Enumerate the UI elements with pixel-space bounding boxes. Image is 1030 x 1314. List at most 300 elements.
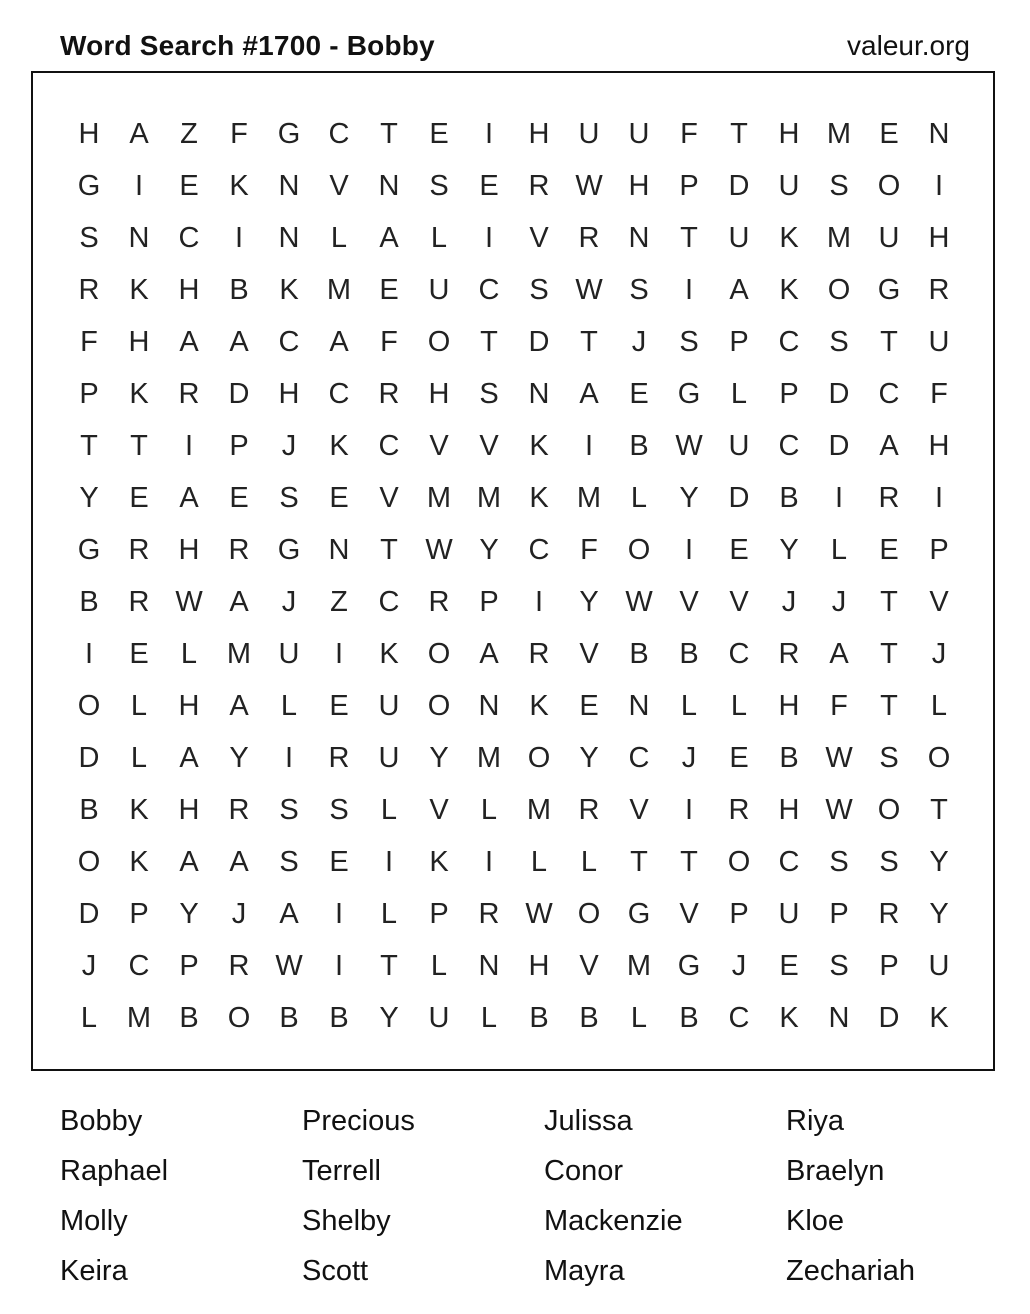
- grid-cell[interactable]: E: [729, 741, 749, 774]
- grid-cell[interactable]: O: [877, 793, 901, 826]
- grid-cell[interactable]: S: [479, 377, 499, 410]
- grid-cell[interactable]: P: [829, 897, 849, 930]
- grid-cell[interactable]: H: [778, 689, 800, 722]
- grid-cell[interactable]: U: [728, 221, 750, 254]
- grid-cell[interactable]: A: [229, 325, 249, 358]
- grid-cell[interactable]: A: [479, 637, 499, 670]
- grid-cell[interactable]: N: [628, 689, 650, 722]
- grid-cell[interactable]: T: [130, 429, 148, 462]
- grid-cell[interactable]: M: [826, 221, 852, 254]
- grid-cell[interactable]: W: [425, 533, 453, 566]
- grid-cell[interactable]: I: [684, 273, 694, 306]
- grid-cell[interactable]: K: [229, 169, 249, 202]
- grid-cell[interactable]: B: [529, 1001, 549, 1034]
- grid-cell[interactable]: D: [828, 429, 850, 462]
- grid-cell[interactable]: E: [329, 689, 349, 722]
- grid-cell[interactable]: R: [378, 377, 400, 410]
- grid-cell[interactable]: T: [80, 429, 98, 462]
- grid-cell[interactable]: T: [880, 637, 898, 670]
- grid-cell[interactable]: J: [831, 585, 847, 618]
- grid-cell[interactable]: Y: [929, 897, 949, 930]
- grid-cell[interactable]: S: [279, 845, 299, 878]
- grid-cell[interactable]: V: [329, 169, 349, 202]
- grid-cell[interactable]: U: [428, 1001, 450, 1034]
- grid-cell[interactable]: E: [479, 169, 499, 202]
- grid-cell[interactable]: R: [128, 585, 150, 618]
- grid-cell[interactable]: N: [828, 1001, 850, 1034]
- grid-cell[interactable]: T: [880, 585, 898, 618]
- grid-cell[interactable]: O: [577, 897, 601, 930]
- grid-cell[interactable]: O: [877, 169, 901, 202]
- grid-cell[interactable]: L: [380, 793, 398, 826]
- grid-cell[interactable]: G: [627, 897, 651, 930]
- grid-cell[interactable]: B: [179, 1001, 199, 1034]
- grid-cell[interactable]: U: [278, 637, 300, 670]
- grid-cell[interactable]: B: [279, 1001, 299, 1034]
- grid-cell[interactable]: I: [684, 793, 694, 826]
- grid-cell[interactable]: I: [184, 429, 194, 462]
- grid-cell[interactable]: R: [428, 585, 450, 618]
- grid-cell[interactable]: J: [281, 585, 297, 618]
- grid-cell[interactable]: U: [778, 897, 800, 930]
- grid-cell[interactable]: J: [681, 741, 697, 774]
- grid-cell[interactable]: F: [80, 325, 98, 358]
- grid-cell[interactable]: K: [779, 1001, 799, 1034]
- grid-cell[interactable]: N: [478, 949, 500, 982]
- grid-cell[interactable]: Y: [929, 845, 949, 878]
- grid-cell[interactable]: S: [829, 845, 849, 878]
- grid-cell[interactable]: N: [528, 377, 550, 410]
- grid-cell[interactable]: J: [81, 949, 97, 982]
- grid-cell[interactable]: V: [679, 585, 699, 618]
- grid-cell[interactable]: N: [278, 169, 300, 202]
- grid-cell[interactable]: H: [778, 117, 800, 150]
- grid-cell[interactable]: I: [584, 429, 594, 462]
- grid-cell[interactable]: A: [829, 637, 849, 670]
- grid-cell[interactable]: N: [478, 689, 500, 722]
- grid-cell[interactable]: I: [284, 741, 294, 774]
- grid-cell[interactable]: B: [79, 793, 99, 826]
- grid-cell[interactable]: J: [231, 897, 247, 930]
- grid-cell[interactable]: W: [625, 585, 653, 618]
- grid-cell[interactable]: Z: [180, 117, 198, 150]
- grid-cell[interactable]: G: [877, 273, 901, 306]
- grid-cell[interactable]: O: [227, 1001, 251, 1034]
- grid-cell[interactable]: U: [778, 169, 800, 202]
- grid-cell[interactable]: I: [934, 169, 944, 202]
- grid-cell[interactable]: W: [275, 949, 303, 982]
- grid-cell[interactable]: B: [779, 741, 799, 774]
- grid-cell[interactable]: A: [879, 429, 899, 462]
- grid-cell[interactable]: I: [234, 221, 244, 254]
- grid-cell[interactable]: Y: [579, 741, 599, 774]
- grid-cell[interactable]: S: [329, 793, 349, 826]
- grid-cell[interactable]: Y: [779, 533, 799, 566]
- grid-cell[interactable]: R: [128, 533, 150, 566]
- grid-cell[interactable]: O: [527, 741, 551, 774]
- grid-cell[interactable]: T: [380, 949, 398, 982]
- grid-cell[interactable]: B: [79, 585, 99, 618]
- grid-cell[interactable]: J: [631, 325, 647, 358]
- grid-cell[interactable]: Y: [229, 741, 249, 774]
- grid-cell[interactable]: R: [328, 741, 350, 774]
- grid-cell[interactable]: T: [880, 689, 898, 722]
- grid-cell[interactable]: J: [731, 949, 747, 982]
- grid-cell[interactable]: L: [480, 793, 498, 826]
- grid-cell[interactable]: I: [484, 845, 494, 878]
- grid-cell[interactable]: H: [628, 169, 650, 202]
- grid-cell[interactable]: V: [629, 793, 649, 826]
- grid-cell[interactable]: K: [329, 429, 349, 462]
- grid-cell[interactable]: L: [730, 377, 748, 410]
- grid-cell[interactable]: R: [878, 481, 900, 514]
- grid-cell[interactable]: M: [126, 1001, 152, 1034]
- grid-cell[interactable]: K: [929, 1001, 949, 1034]
- grid-cell[interactable]: C: [778, 429, 800, 462]
- grid-cell[interactable]: T: [680, 221, 698, 254]
- grid-cell[interactable]: K: [529, 481, 549, 514]
- grid-cell[interactable]: C: [878, 377, 900, 410]
- grid-cell[interactable]: P: [429, 897, 449, 930]
- grid-cell[interactable]: I: [834, 481, 844, 514]
- grid-cell[interactable]: W: [575, 273, 603, 306]
- grid-cell[interactable]: U: [578, 117, 600, 150]
- grid-cell[interactable]: N: [928, 117, 950, 150]
- grid-cell[interactable]: M: [226, 637, 252, 670]
- grid-cell[interactable]: U: [428, 273, 450, 306]
- grid-cell[interactable]: N: [628, 221, 650, 254]
- grid-cell[interactable]: R: [178, 377, 200, 410]
- grid-cell[interactable]: K: [129, 377, 149, 410]
- grid-cell[interactable]: N: [378, 169, 400, 202]
- grid-cell[interactable]: W: [825, 741, 853, 774]
- grid-cell[interactable]: L: [580, 845, 598, 878]
- grid-cell[interactable]: L: [630, 1001, 648, 1034]
- grid-cell[interactable]: Y: [379, 1001, 399, 1034]
- grid-cell[interactable]: Y: [429, 741, 449, 774]
- grid-cell[interactable]: B: [229, 273, 249, 306]
- grid-cell[interactable]: F: [830, 689, 848, 722]
- grid-cell[interactable]: A: [179, 481, 199, 514]
- grid-cell[interactable]: P: [729, 897, 749, 930]
- grid-cell[interactable]: D: [878, 1001, 900, 1034]
- grid-cell[interactable]: V: [579, 949, 599, 982]
- grid-cell[interactable]: N: [328, 533, 350, 566]
- grid-cell[interactable]: S: [879, 741, 899, 774]
- grid-cell[interactable]: S: [879, 845, 899, 878]
- grid-cell[interactable]: H: [128, 325, 150, 358]
- grid-cell[interactable]: K: [279, 273, 299, 306]
- grid-cell[interactable]: J: [931, 637, 947, 670]
- grid-cell[interactable]: U: [378, 689, 400, 722]
- grid-cell[interactable]: K: [529, 689, 549, 722]
- grid-cell[interactable]: F: [680, 117, 698, 150]
- grid-cell[interactable]: H: [78, 117, 100, 150]
- grid-cell[interactable]: A: [379, 221, 399, 254]
- grid-cell[interactable]: C: [628, 741, 650, 774]
- grid-cell[interactable]: H: [528, 117, 550, 150]
- grid-cell[interactable]: D: [728, 169, 750, 202]
- grid-cell[interactable]: B: [329, 1001, 349, 1034]
- grid-cell[interactable]: A: [229, 845, 249, 878]
- grid-cell[interactable]: R: [228, 533, 250, 566]
- grid-cell[interactable]: P: [229, 429, 249, 462]
- grid-cell[interactable]: P: [729, 325, 749, 358]
- grid-cell[interactable]: U: [878, 221, 900, 254]
- grid-cell[interactable]: U: [728, 429, 750, 462]
- grid-cell[interactable]: A: [329, 325, 349, 358]
- grid-cell[interactable]: D: [78, 897, 100, 930]
- grid-cell[interactable]: L: [630, 481, 648, 514]
- grid-cell[interactable]: B: [779, 481, 799, 514]
- grid-cell[interactable]: K: [129, 793, 149, 826]
- grid-cell[interactable]: V: [579, 637, 599, 670]
- grid-cell[interactable]: G: [677, 377, 701, 410]
- grid-cell[interactable]: L: [180, 637, 198, 670]
- grid-cell[interactable]: N: [278, 221, 300, 254]
- grid-cell[interactable]: P: [779, 377, 799, 410]
- grid-cell[interactable]: E: [329, 481, 349, 514]
- grid-cell[interactable]: P: [679, 169, 699, 202]
- grid-cell[interactable]: D: [828, 377, 850, 410]
- grid-cell[interactable]: P: [929, 533, 949, 566]
- grid-cell[interactable]: A: [579, 377, 599, 410]
- grid-cell[interactable]: O: [827, 273, 851, 306]
- grid-cell[interactable]: H: [778, 793, 800, 826]
- grid-cell[interactable]: O: [927, 741, 951, 774]
- grid-cell[interactable]: K: [129, 845, 149, 878]
- grid-cell[interactable]: R: [228, 793, 250, 826]
- grid-cell[interactable]: S: [529, 273, 549, 306]
- grid-cell[interactable]: V: [429, 793, 449, 826]
- grid-cell[interactable]: S: [829, 325, 849, 358]
- grid-cell[interactable]: E: [879, 533, 899, 566]
- grid-cell[interactable]: D: [528, 325, 550, 358]
- grid-cell[interactable]: D: [728, 481, 750, 514]
- grid-cell[interactable]: I: [534, 585, 544, 618]
- grid-cell[interactable]: G: [77, 169, 101, 202]
- grid-cell[interactable]: K: [129, 273, 149, 306]
- grid-cell[interactable]: L: [430, 949, 448, 982]
- grid-cell[interactable]: Y: [679, 481, 699, 514]
- grid-cell[interactable]: L: [380, 897, 398, 930]
- grid-cell[interactable]: L: [430, 221, 448, 254]
- grid-cell[interactable]: M: [626, 949, 652, 982]
- grid-cell[interactable]: W: [525, 897, 553, 930]
- grid-cell[interactable]: I: [384, 845, 394, 878]
- grid-cell[interactable]: U: [928, 325, 950, 358]
- grid-cell[interactable]: P: [179, 949, 199, 982]
- grid-cell[interactable]: C: [478, 273, 500, 306]
- grid-cell[interactable]: E: [729, 533, 749, 566]
- grid-cell[interactable]: U: [378, 741, 400, 774]
- grid-cell[interactable]: E: [879, 117, 899, 150]
- grid-cell[interactable]: D: [78, 741, 100, 774]
- grid-cell[interactable]: H: [428, 377, 450, 410]
- grid-cell[interactable]: O: [627, 533, 651, 566]
- grid-cell[interactable]: T: [880, 325, 898, 358]
- grid-cell[interactable]: P: [879, 949, 899, 982]
- grid-cell[interactable]: R: [578, 221, 600, 254]
- grid-cell[interactable]: C: [778, 325, 800, 358]
- grid-cell[interactable]: E: [579, 689, 599, 722]
- grid-cell[interactable]: M: [476, 481, 502, 514]
- grid-cell[interactable]: H: [178, 533, 200, 566]
- grid-cell[interactable]: H: [928, 221, 950, 254]
- grid-cell[interactable]: R: [578, 793, 600, 826]
- grid-cell[interactable]: E: [179, 169, 199, 202]
- grid-cell[interactable]: K: [379, 637, 399, 670]
- grid-cell[interactable]: S: [429, 169, 449, 202]
- grid-cell[interactable]: A: [729, 273, 749, 306]
- grid-cell[interactable]: O: [77, 689, 101, 722]
- grid-cell[interactable]: C: [328, 117, 350, 150]
- grid-cell[interactable]: B: [579, 1001, 599, 1034]
- grid-cell[interactable]: J: [781, 585, 797, 618]
- grid-cell[interactable]: T: [580, 325, 598, 358]
- grid-cell[interactable]: S: [279, 793, 299, 826]
- grid-cell[interactable]: Y: [579, 585, 599, 618]
- grid-cell[interactable]: W: [825, 793, 853, 826]
- grid-cell[interactable]: A: [179, 741, 199, 774]
- grid-cell[interactable]: C: [328, 377, 350, 410]
- grid-cell[interactable]: H: [178, 793, 200, 826]
- grid-cell[interactable]: T: [380, 117, 398, 150]
- grid-cell[interactable]: H: [178, 689, 200, 722]
- grid-cell[interactable]: I: [334, 897, 344, 930]
- grid-cell[interactable]: J: [281, 429, 297, 462]
- grid-cell[interactable]: L: [130, 741, 148, 774]
- grid-cell[interactable]: L: [480, 1001, 498, 1034]
- grid-cell[interactable]: K: [779, 273, 799, 306]
- grid-cell[interactable]: C: [778, 845, 800, 878]
- grid-cell[interactable]: I: [134, 169, 144, 202]
- grid-cell[interactable]: S: [679, 325, 699, 358]
- grid-cell[interactable]: L: [80, 1001, 98, 1034]
- grid-cell[interactable]: R: [928, 273, 950, 306]
- grid-cell[interactable]: T: [380, 533, 398, 566]
- grid-cell[interactable]: R: [78, 273, 100, 306]
- grid-cell[interactable]: H: [278, 377, 300, 410]
- grid-cell[interactable]: T: [480, 325, 498, 358]
- grid-cell[interactable]: R: [728, 793, 750, 826]
- grid-cell[interactable]: C: [378, 585, 400, 618]
- grid-cell[interactable]: E: [129, 637, 149, 670]
- grid-cell[interactable]: Z: [330, 585, 348, 618]
- grid-cell[interactable]: B: [629, 637, 649, 670]
- grid-cell[interactable]: U: [628, 117, 650, 150]
- grid-cell[interactable]: F: [930, 377, 948, 410]
- grid-cell[interactable]: M: [476, 741, 502, 774]
- grid-cell[interactable]: R: [778, 637, 800, 670]
- grid-cell[interactable]: L: [280, 689, 298, 722]
- grid-cell[interactable]: Y: [479, 533, 499, 566]
- grid-cell[interactable]: O: [427, 689, 451, 722]
- grid-cell[interactable]: H: [178, 273, 200, 306]
- grid-cell[interactable]: S: [279, 481, 299, 514]
- grid-cell[interactable]: L: [730, 689, 748, 722]
- grid-cell[interactable]: R: [528, 637, 550, 670]
- grid-cell[interactable]: O: [77, 845, 101, 878]
- grid-cell[interactable]: G: [677, 949, 701, 982]
- grid-cell[interactable]: D: [228, 377, 250, 410]
- grid-cell[interactable]: W: [175, 585, 203, 618]
- grid-cell[interactable]: V: [729, 585, 749, 618]
- grid-cell[interactable]: C: [128, 949, 150, 982]
- grid-cell[interactable]: S: [79, 221, 99, 254]
- grid-cell[interactable]: T: [730, 117, 748, 150]
- grid-cell[interactable]: E: [229, 481, 249, 514]
- grid-cell[interactable]: K: [779, 221, 799, 254]
- grid-cell[interactable]: B: [679, 637, 699, 670]
- grid-cell[interactable]: R: [478, 897, 500, 930]
- grid-cell[interactable]: R: [878, 897, 900, 930]
- grid-cell[interactable]: K: [429, 845, 449, 878]
- grid-cell[interactable]: Y: [179, 897, 199, 930]
- grid-cell[interactable]: L: [930, 689, 948, 722]
- grid-cell[interactable]: I: [684, 533, 694, 566]
- grid-cell[interactable]: L: [330, 221, 348, 254]
- grid-cell[interactable]: I: [84, 637, 94, 670]
- grid-cell[interactable]: W: [575, 169, 603, 202]
- grid-cell[interactable]: M: [826, 117, 852, 150]
- grid-cell[interactable]: I: [934, 481, 944, 514]
- grid-cell[interactable]: C: [178, 221, 200, 254]
- grid-cell[interactable]: A: [229, 689, 249, 722]
- grid-cell[interactable]: F: [380, 325, 398, 358]
- grid-cell[interactable]: S: [829, 949, 849, 982]
- grid-cell[interactable]: E: [779, 949, 799, 982]
- grid-cell[interactable]: C: [728, 637, 750, 670]
- grid-cell[interactable]: V: [429, 429, 449, 462]
- grid-cell[interactable]: P: [79, 377, 99, 410]
- grid-cell[interactable]: E: [429, 117, 449, 150]
- grid-cell[interactable]: I: [334, 949, 344, 982]
- grid-cell[interactable]: R: [528, 169, 550, 202]
- grid-cell[interactable]: T: [680, 845, 698, 878]
- grid-cell[interactable]: E: [329, 845, 349, 878]
- grid-cell[interactable]: M: [426, 481, 452, 514]
- grid-cell[interactable]: O: [427, 637, 451, 670]
- grid-cell[interactable]: V: [529, 221, 549, 254]
- grid-cell[interactable]: O: [427, 325, 451, 358]
- grid-cell[interactable]: M: [326, 273, 352, 306]
- grid-cell[interactable]: S: [829, 169, 849, 202]
- grid-cell[interactable]: C: [278, 325, 300, 358]
- grid-cell[interactable]: Y: [79, 481, 99, 514]
- grid-cell[interactable]: C: [728, 1001, 750, 1034]
- grid-cell[interactable]: M: [526, 793, 552, 826]
- grid-cell[interactable]: P: [129, 897, 149, 930]
- grid-cell[interactable]: E: [379, 273, 399, 306]
- grid-cell[interactable]: A: [179, 325, 199, 358]
- grid-cell[interactable]: K: [529, 429, 549, 462]
- grid-cell[interactable]: A: [179, 845, 199, 878]
- grid-cell[interactable]: C: [378, 429, 400, 462]
- grid-cell[interactable]: L: [830, 533, 848, 566]
- grid-cell[interactable]: C: [528, 533, 550, 566]
- grid-cell[interactable]: G: [277, 533, 301, 566]
- grid-cell[interactable]: V: [679, 897, 699, 930]
- grid-cell[interactable]: E: [129, 481, 149, 514]
- grid-cell[interactable]: T: [930, 793, 948, 826]
- grid-cell[interactable]: F: [580, 533, 598, 566]
- grid-cell[interactable]: A: [129, 117, 149, 150]
- grid-cell[interactable]: B: [629, 429, 649, 462]
- grid-cell[interactable]: G: [277, 117, 301, 150]
- grid-cell[interactable]: T: [630, 845, 648, 878]
- grid-cell[interactable]: H: [928, 429, 950, 462]
